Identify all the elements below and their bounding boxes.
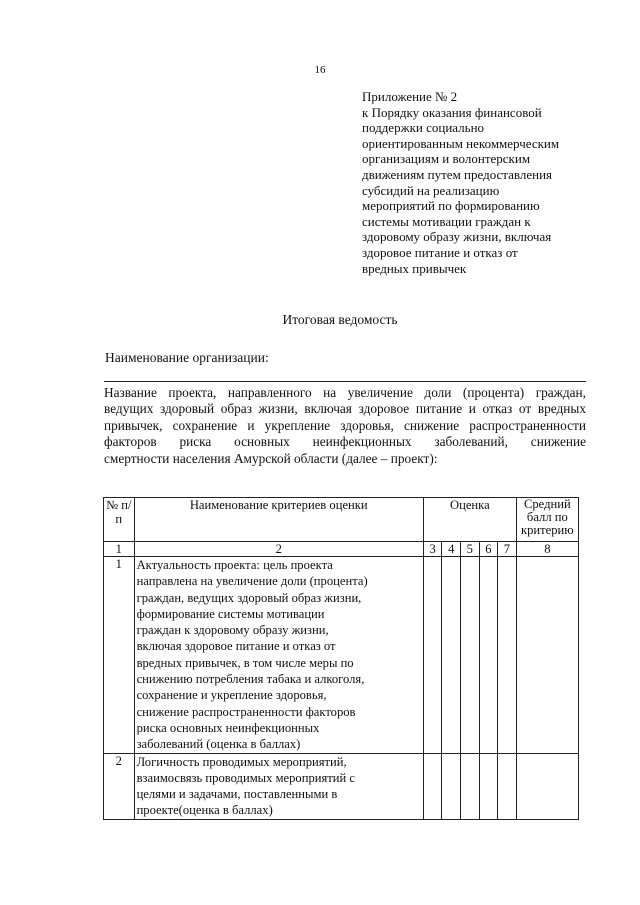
project-text-line: смертности населения Амурской области (далее – проект):: [104, 450, 438, 466]
criterion-line: направлена на увеличение доли (процента): [136, 574, 368, 589]
criterion-line: включая здоровое питание и отказ от: [136, 639, 336, 654]
criteria-table: [103, 497, 579, 820]
appendix-line: системы мотивации граждан к: [362, 213, 531, 229]
appendix-line: ориентированным некоммерческим: [362, 135, 560, 151]
score-cell[interactable]: [479, 557, 498, 754]
criterion-name: [134, 753, 423, 819]
page-number: 16: [314, 64, 326, 76]
appendix-line: движениям путем предоставления: [362, 166, 553, 182]
numbering-cell: 7: [498, 542, 517, 557]
score-cell[interactable]: [461, 557, 480, 754]
numbering-cell: 2: [134, 542, 423, 557]
criterion-line: формирование системы мотивации: [136, 606, 325, 621]
appendix-line: организациям и волонтерским: [362, 151, 531, 167]
criterion-line: снижение распространенности факторов: [136, 704, 356, 719]
project-text-line: привычек, сохранение и укрепление здоровья, снижение распространенности: [104, 417, 586, 433]
score-cell[interactable]: [423, 753, 442, 819]
project-text-line: Название проекта, направленного на увеличение доли (процента) граждан,: [104, 385, 586, 400]
score-cell[interactable]: [461, 753, 480, 819]
numbering-cell: 3: [423, 542, 442, 557]
criterion-line: проекте(оценка в баллах): [136, 803, 273, 818]
appendix-line: субсидий на реализацию: [362, 182, 500, 198]
appendix-line: здоровое питание и отказ от: [362, 244, 518, 260]
document-title: Итоговая ведомость: [282, 312, 398, 327]
criterion-line: снижению потребления табака и алкоголя,: [136, 672, 365, 687]
score-cell[interactable]: [423, 557, 442, 754]
appendix-block: [362, 89, 612, 276]
header-name: Наименование критериев оценки: [134, 498, 423, 542]
project-text-line: ведущих здоровый образ жизни, включая здоровое питание и отказ от вредных: [104, 401, 586, 417]
criterion-line: риска основных неинфекционных: [136, 720, 320, 735]
row-num: 2: [104, 753, 135, 819]
criterion-line: граждан, ведущих здоровый образ жизни,: [136, 590, 362, 605]
project-description: [104, 385, 586, 467]
criterion-line: заболеваний (оценка в баллах): [136, 737, 301, 752]
numbering-row: [104, 542, 579, 557]
row-num: 1: [104, 557, 135, 754]
criterion-line: вредных привычек, в том числе меры по: [136, 655, 354, 670]
project-text-line: факторов риска основных неинфекционных заболеваний, снижение: [104, 434, 586, 450]
appendix-line: мероприятий по формированию: [362, 198, 540, 214]
table-header-row: [104, 498, 579, 542]
average-cell[interactable]: [516, 753, 578, 819]
appendix-line: здоровому образу жизни, включая: [362, 229, 552, 245]
score-cell[interactable]: [479, 753, 498, 819]
score-cell[interactable]: [498, 753, 517, 819]
criterion-line: граждан к здоровому образу жизни,: [136, 623, 329, 638]
score-cell[interactable]: [442, 557, 461, 754]
organization-line: [104, 381, 586, 382]
numbering-cell: 1: [104, 542, 135, 557]
numbering-cell: 5: [461, 542, 480, 557]
appendix-line: Приложение № 2: [362, 89, 458, 104]
header-avg: Средний балл по критерию: [516, 498, 578, 542]
score-cell[interactable]: [442, 753, 461, 819]
criterion-line: целями и задачами, поставленными в: [136, 787, 338, 802]
organization-label: Наименование организации:: [105, 350, 269, 365]
header-score: Оценка: [423, 498, 516, 542]
numbering-cell: 4: [442, 542, 461, 557]
table-row: [104, 557, 579, 754]
criterion-line: сохранение и укрепление здоровья,: [136, 688, 327, 703]
appendix-line: поддержки социально: [362, 120, 485, 136]
numbering-cell: 6: [479, 542, 498, 557]
table-row: [104, 753, 579, 819]
criterion-line: взаимосвязь проводимых мероприятий с: [136, 770, 356, 785]
criterion-line: Логичность проводимых мероприятий,: [136, 754, 347, 769]
appendix-line: к Порядку оказания финансовой: [362, 104, 542, 120]
criterion-name: [134, 557, 423, 754]
score-cell[interactable]: [498, 557, 517, 754]
appendix-line: вредных привычек: [362, 260, 467, 276]
criterion-line: Актуальность проекта: цель проекта: [136, 558, 333, 572]
header-num: № п/п: [104, 498, 135, 542]
numbering-cell: 8: [516, 542, 578, 557]
average-cell[interactable]: [516, 557, 578, 754]
